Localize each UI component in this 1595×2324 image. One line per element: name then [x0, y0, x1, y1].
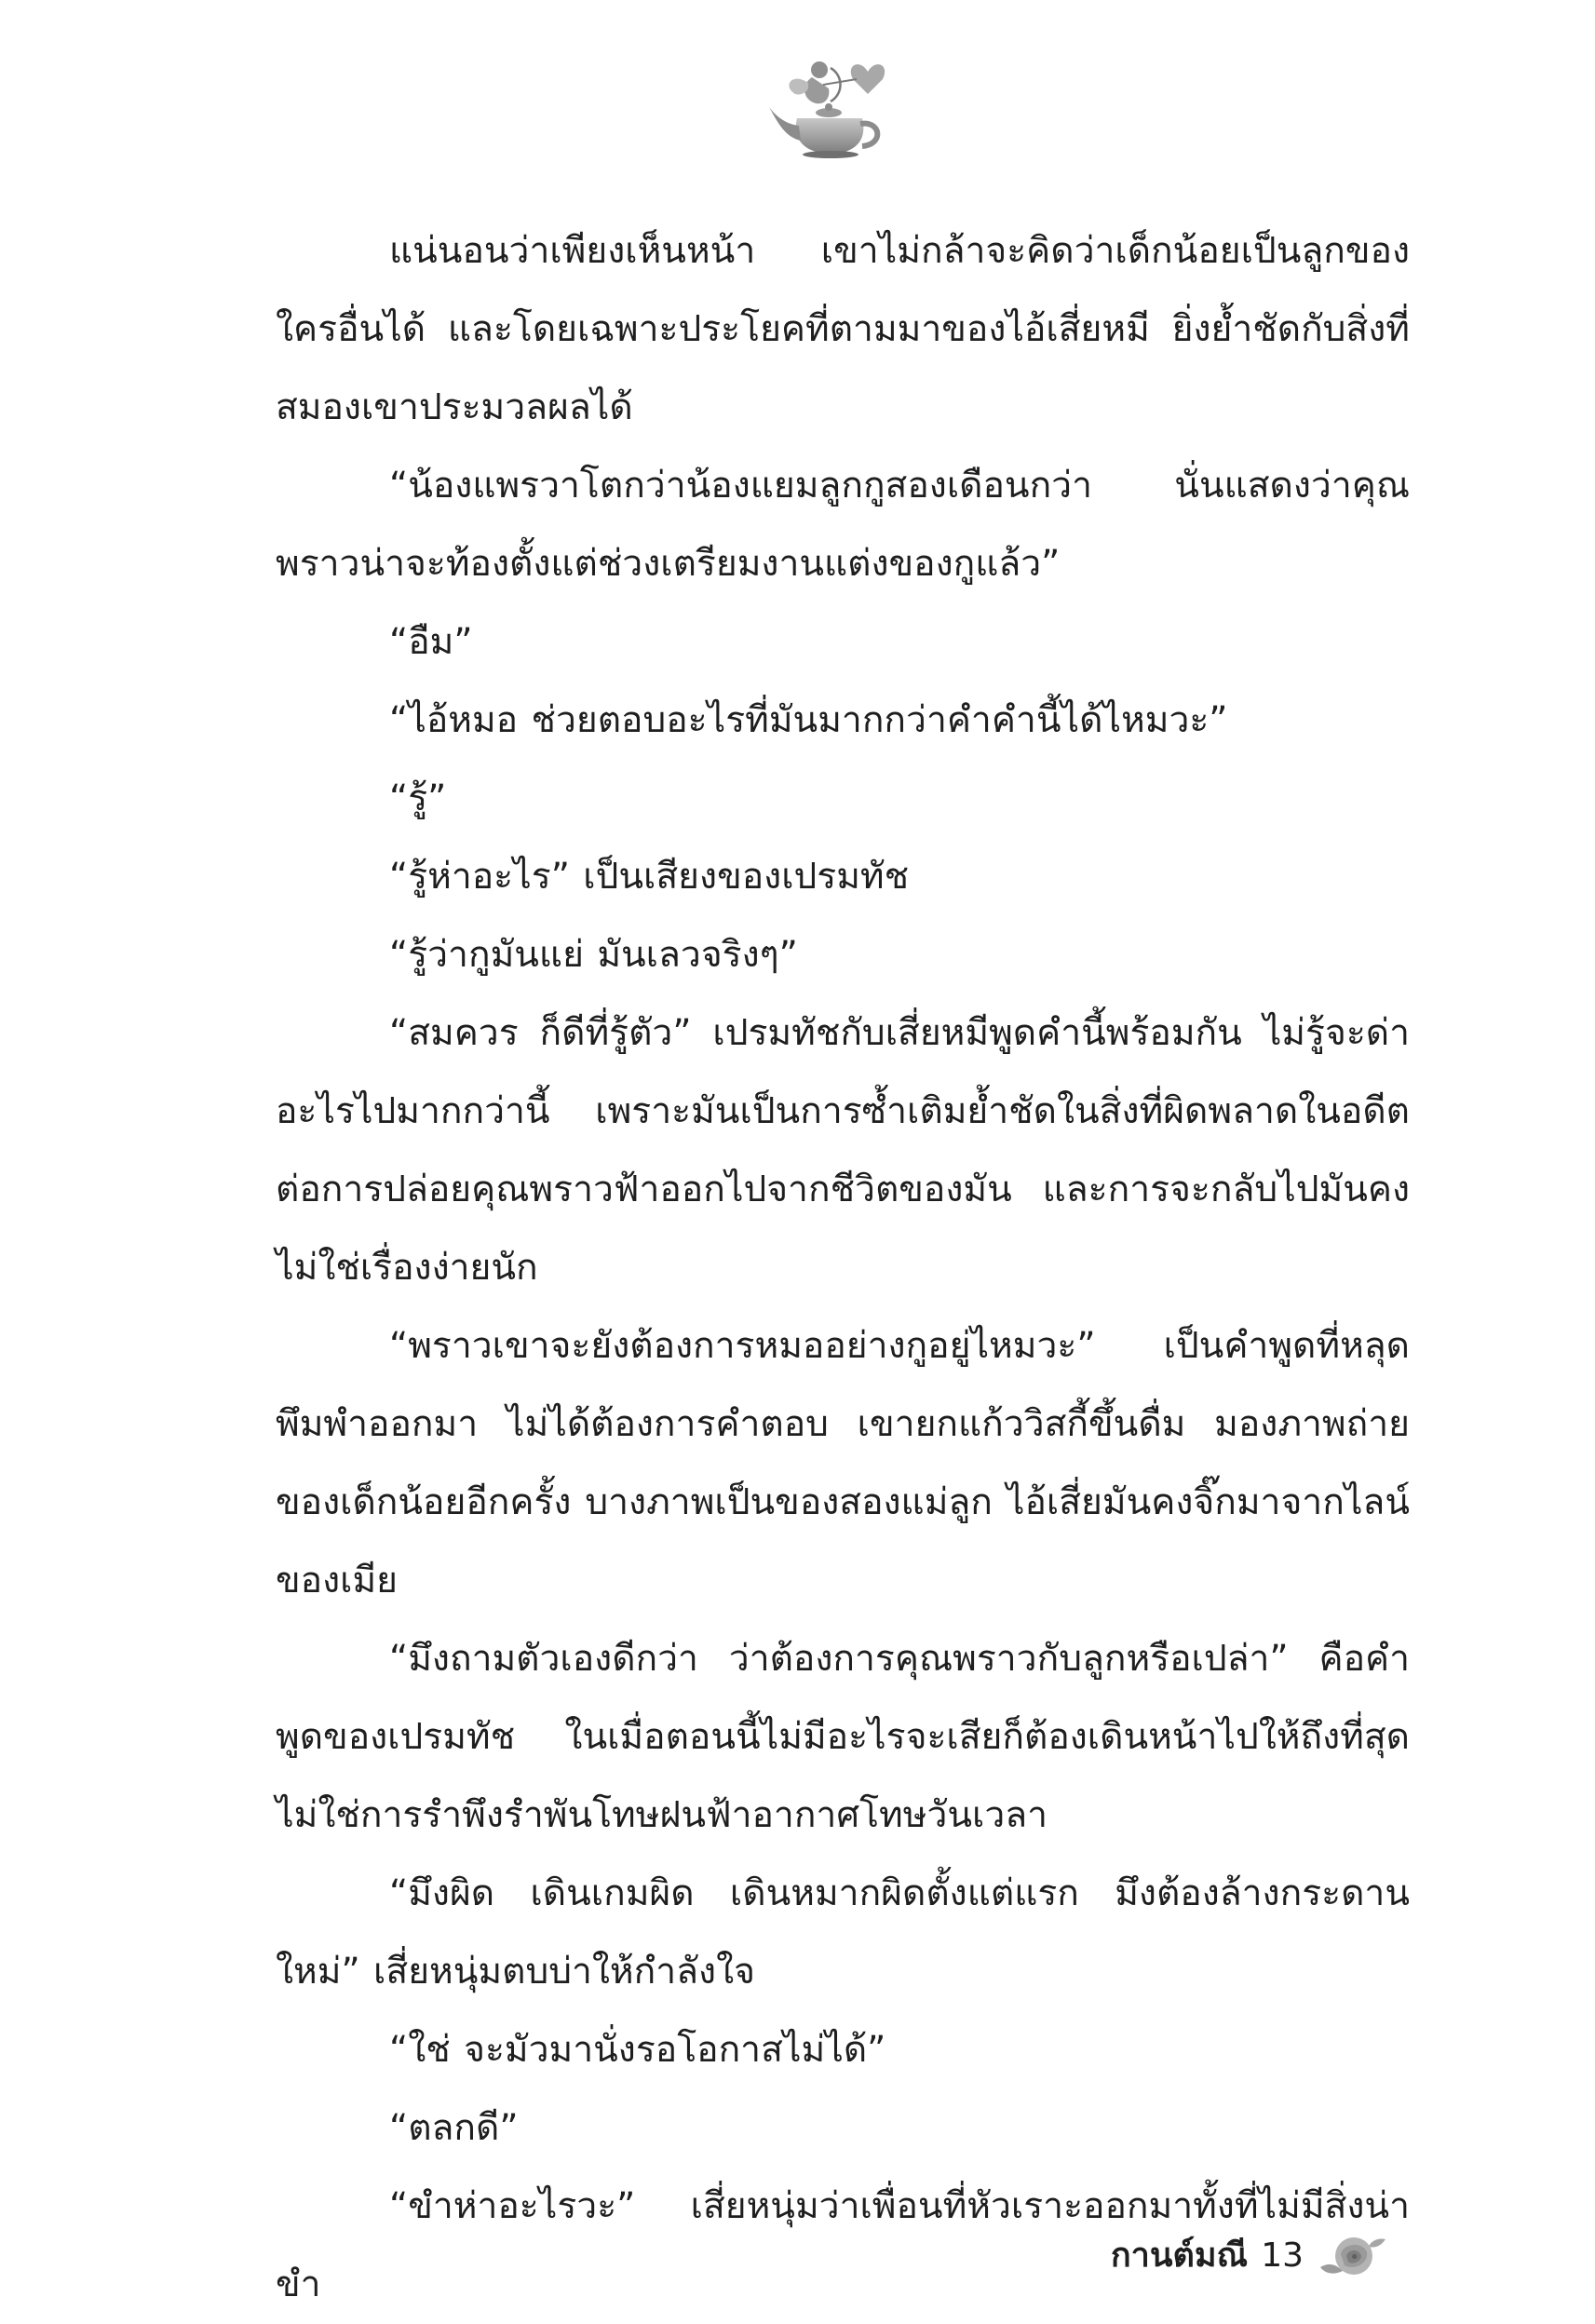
paragraph: “พราวเขาจะยังต้องการหมออย่างกูอยู่ไหมวะ” เป็นคำพูดที่หลุดพึมพำออกมา ไม่ได้ต้องการคำตอบ เขายกแก้ววิสกี้ขึ้นดื่ม มองภาพถ่ายของเด็กน้อยอีกครั้ง บางภาพเป็นของสองแม่ลูก ไอ้เสี่ยมันคงจิ๊กมาจากไลน์ของเมีย: [276, 1325, 1410, 1601]
rose-icon: [1317, 2230, 1389, 2282]
paragraph: “ขำห่าอะไรวะ” เสี่ยหนุ่มว่าเพื่อนที่หัวเราะออกมาทั้งที่ไม่มีสิ่งน่าขำ: [276, 2185, 1410, 2305]
paragraph: “มึงผิด เดินเกมผิด เดินหมากผิดตั้งแต่แรก มึงต้องล้างกระดานใหม่” เสี่ยหนุ่มตบบ่าให้กำลังใจ: [276, 1872, 1410, 1993]
footer-author: กานต์มณี: [1110, 2236, 1248, 2275]
paragraph: “รู้ห่าอะไร” เป็นเสียงของเปรมทัช: [389, 856, 910, 898]
page-number: 13: [1261, 2236, 1304, 2275]
paragraph: “น้องแพรวาโตกว่าน้องแยมลูกกูสองเดือนกว่า นั่นแสดงว่าคุณพราวน่าจะท้องตั้งแต่ช่วงเตรียมงานแต่งของกูแล้ว”: [276, 465, 1410, 585]
paragraph: “ใช่ จะมัวมานั่งรอโอกาสไม่ได้”: [389, 2029, 886, 2071]
paragraph: แน่นอนว่าเพียงเห็นหน้า เขาไม่กล้าจะคิดว่าเด็กน้อยเป็นลูกของใครอื่นได้ และโดยเฉพาะประโยคที่ตามมาของไอ้เสี่ยหมี ยิ่งย้ำชัดกับสิ่งที่สมองเขาประมวลผลได้: [276, 230, 1410, 428]
paragraph: “รู้”: [389, 777, 447, 819]
paragraph: “อืม”: [389, 621, 473, 663]
paragraph: “สมควร ก็ดีที่รู้ตัว” เปรมทัชกับเสี่ยหมีพูดคำนี้พร้อมกัน ไม่รู้จะด่าอะไรไปมากกว่านี้ เพราะมันเป็นการซ้ำเติมย้ำชัดในสิ่งที่ผิดพลาดในอดีตต่อการปล่อยคุณพราวฟ้าออกไปจากชีวิตของมัน และการจะกลับไปมันคงไม่ใช่เรื่องง่ายนัก: [276, 1012, 1410, 1289]
cupid-teapot-icon: [764, 51, 903, 163]
paragraph: “ตลกดี”: [389, 2107, 519, 2149]
paragraph: “มึงถามตัวเองดีกว่า ว่าต้องการคุณพราวกับลูกหรือเปล่า” คือคำพูดของเปรมทัช ในเมื่อตอนนี้ไม่มีอะไรจะเสียก็ต้องเดินหน้าไปให้ถึงที่สุด ไม่ใช่การรำพึงรำพันโทษฝนฟ้าอากาศโทษวันเวลา: [276, 1638, 1410, 1836]
page-footer: [1071, 2230, 1462, 2286]
paragraph: “ไอ้หมอ ช่วยตอบอะไรที่มันมากกว่าคำคำนี้ได้ไหมวะ”: [389, 699, 1228, 741]
body-text: [276, 212, 1410, 2324]
paragraph: “รู้ว่ากูมันแย่ มันเลวจริงๆ”: [389, 934, 798, 976]
